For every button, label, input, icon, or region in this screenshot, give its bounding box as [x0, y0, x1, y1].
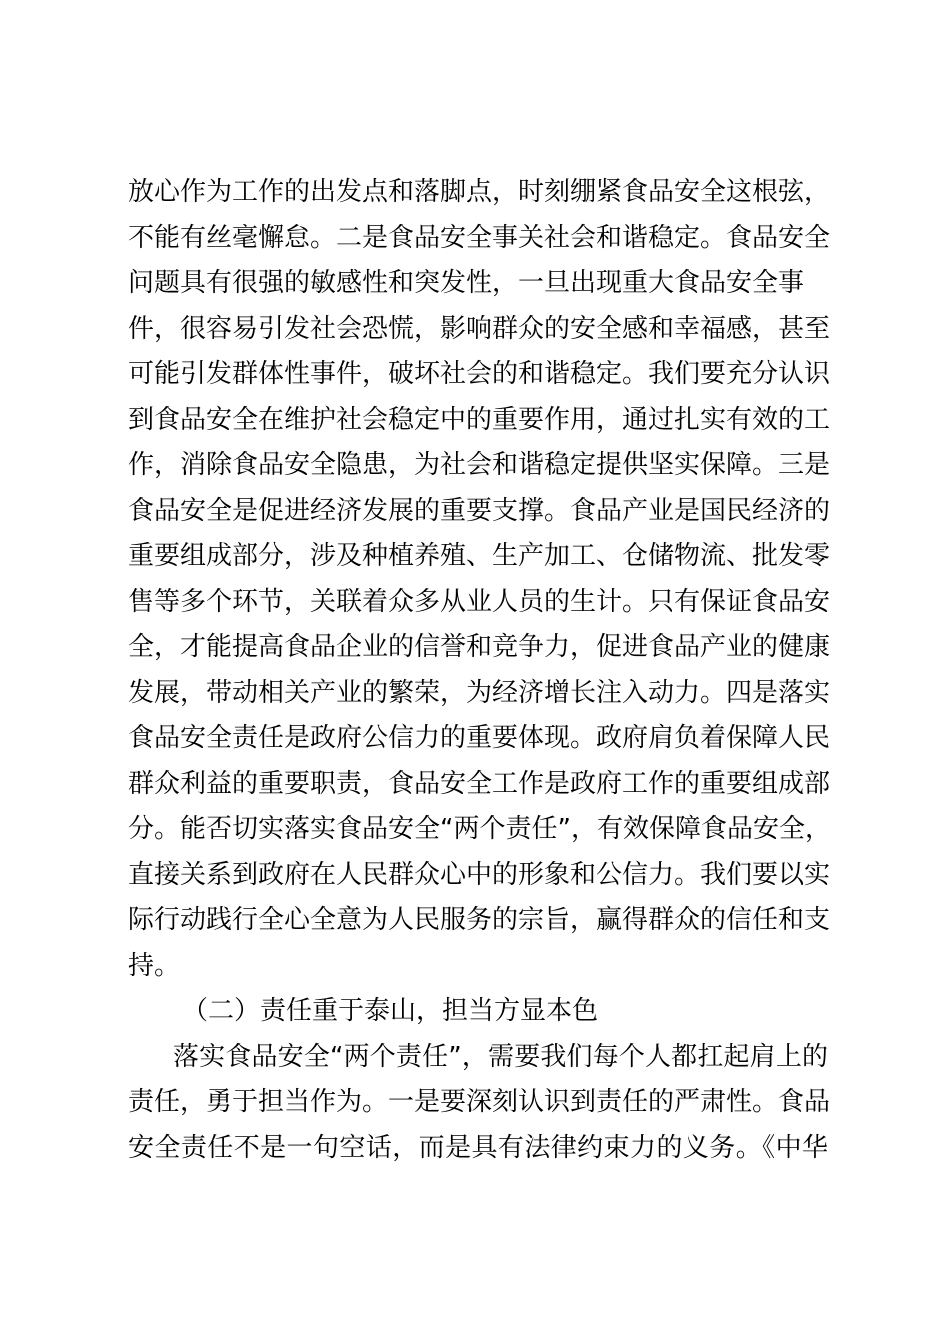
section-paragraph-line: 责任，勇于担当作为。一是要深刻认识到责任的严肃性。食品	[128, 1087, 831, 1117]
section-paragraph-first-line: 落实食品安全“两个责任”，需要我们每个人都扛起肩上的	[173, 1041, 828, 1072]
paragraph-line: 食品安全是促进经济发展的重要支撑。食品产业是国民经济的	[128, 495, 831, 526]
paragraph-line: 件，很容易引发社会恐慌，影响群众的安全感和幸福感，甚至	[128, 313, 831, 344]
paragraph-line: 分。能否切实落实食品安全“两个责任”，有效保障食品安全，	[128, 814, 831, 844]
paragraph-line: 际行动践行全心全意为人民服务的宗旨，赢得群众的信任和支	[128, 905, 831, 935]
paragraph-line: 售等多个环节，关联着众多从业人员的生计。只有保证食品安	[128, 586, 831, 617]
paragraph-line: 作，消除食品安全隐患，为社会和谐稳定提供坚实保障。三是	[128, 450, 831, 480]
paragraph-line: 到食品安全在维护社会稳定中的重要作用，通过扎实有效的工	[128, 404, 831, 435]
paragraph-line: 放心作为工作的出发点和落脚点，时刻绷紧食品安全这根弦，	[128, 177, 831, 207]
paragraph-line: 群众利益的重要职责，食品安全工作是政府工作的重要组成部	[128, 768, 831, 799]
paragraph-last-line: 持。	[128, 950, 181, 981]
section-paragraph-line: 安全责任不是一句空话，而是具有法律约束力的义务。《中华	[128, 1132, 828, 1163]
paragraph-line: 全，才能提高食品企业的信誉和竞争力，促进食品产业的健康	[128, 632, 831, 662]
paragraph-line: 问题具有很强的敏感性和突发性，一旦出现重大食品安全事	[128, 268, 805, 298]
section-heading: （二）责任重于泰山，担当方显本色	[182, 996, 599, 1026]
paragraph-line: 可能引发群体性事件，破坏社会的和谐稳定。我们要充分认识	[128, 359, 831, 389]
paragraph-line: 直接关系到政府在人民群众心中的形象和公信力。我们要以实	[128, 859, 831, 890]
document-body	[128, 170, 831, 1171]
paragraph-line: 食品安全责任是政府公信力的重要体现。政府肩负着保障人民	[128, 723, 831, 753]
paragraph-line: 发展，带动相关产业的繁荣，为经济增长注入动力。四是落实	[128, 677, 831, 708]
paragraph-line: 重要组成部分，涉及种植养殖、生产加工、仓储物流、批发零	[128, 541, 831, 571]
paragraph-line: 不能有丝毫懈怠。二是食品安全事关社会和谐稳定。食品安全	[128, 222, 831, 253]
